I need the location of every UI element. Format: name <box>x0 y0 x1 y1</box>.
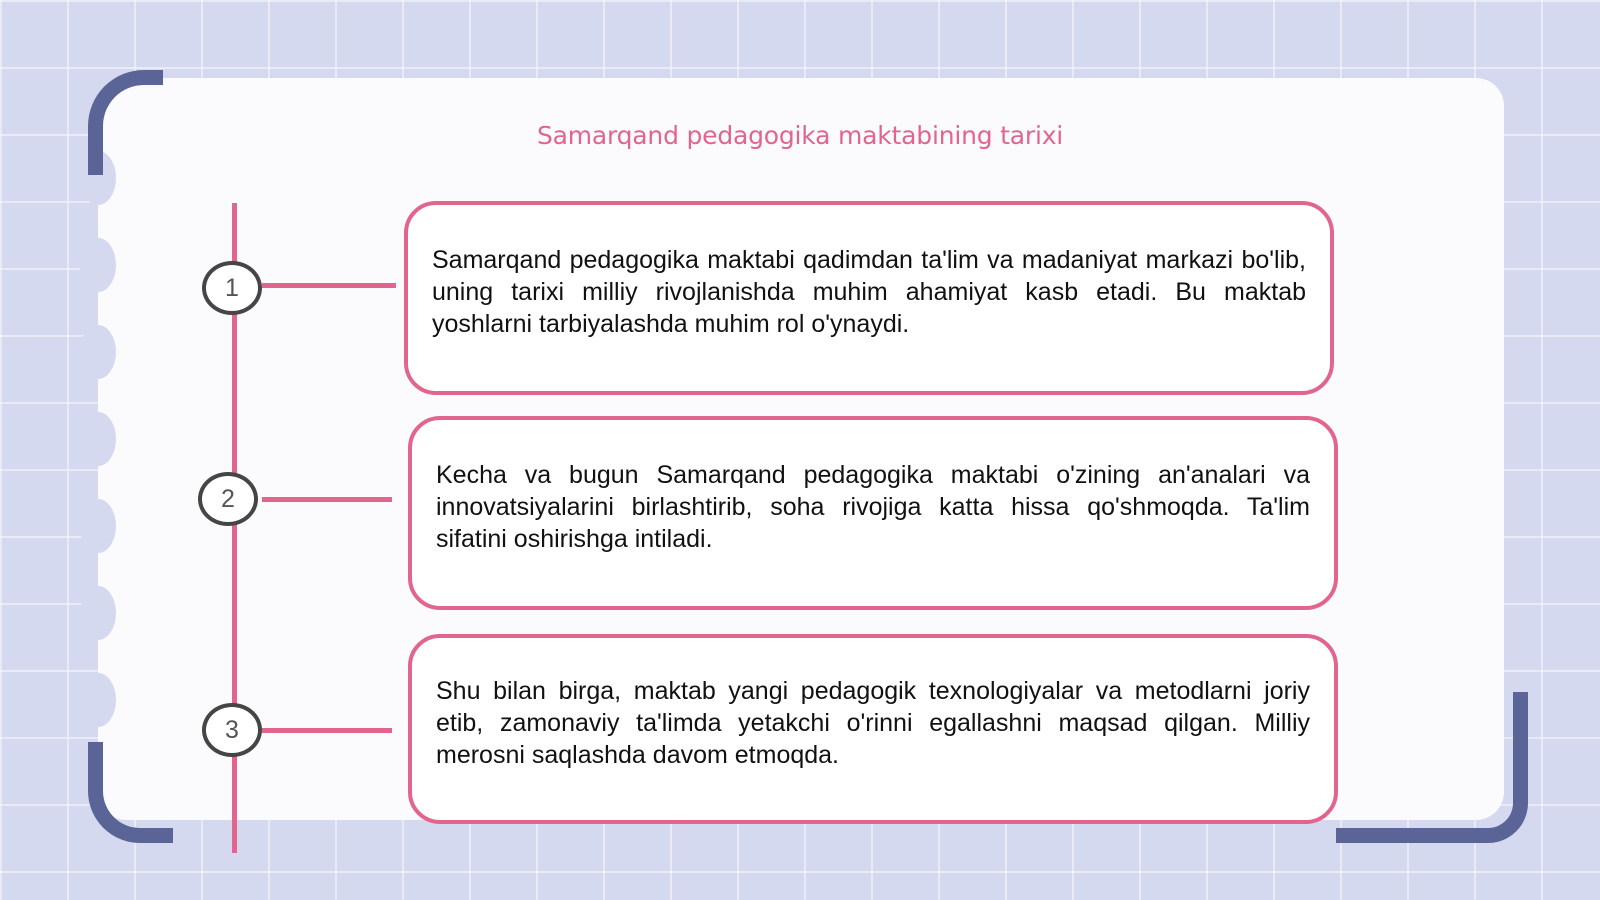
timeline-text: Shu bilan birga, maktab yangi pedagogik texnologiyalar va metodlarni joriy etib, zamonaviy ta'limda yetakchi o'rinni egallashni maqsad qilgan. Milliy merosni saqlashda davom etmoqda. <box>436 677 1310 769</box>
scallop-decoration <box>80 673 116 727</box>
scallop-decoration <box>80 325 116 379</box>
corner-bracket-bottom-left <box>88 742 173 843</box>
timeline-marker-3 <box>202 703 262 757</box>
timeline-text: Samarqand pedagogika maktabi qadimdan ta'lim va madaniyat markazi bo'lib, uning tarixi milliy rivojlanishda muhim ahamiyat kasb etadi. Bu maktab yoshlarni tarbiyalashda muhim rol o'ynaydi. <box>432 246 1306 338</box>
scallop-decoration <box>80 499 116 553</box>
scallop-decoration <box>80 238 116 292</box>
timeline-number: 1 <box>225 273 239 302</box>
slide-title: Samarqand pedagogika maktabining tarixi <box>536 121 1064 150</box>
timeline-marker-2 <box>198 472 258 526</box>
timeline-text-box-2 <box>408 416 1338 610</box>
timeline-text: Kecha va bugun Samarqand pedagogika maktabi o'zining an'analari va innovatsiyalarini birlashtirib, soha rivojiga katta hissa qo'shmoqda. Ta'lim sifatini oshirishga intiladi. <box>436 461 1310 553</box>
timeline-connector-2 <box>262 497 392 502</box>
timeline-text-box-1 <box>404 201 1334 395</box>
timeline-number: 2 <box>221 484 235 513</box>
corner-bracket-bottom-right <box>1336 692 1528 843</box>
scallop-decoration <box>80 586 116 640</box>
timeline-connector-1 <box>262 283 396 288</box>
timeline-marker-1 <box>202 261 262 315</box>
timeline-number: 3 <box>225 715 239 744</box>
scallop-decoration <box>80 412 116 466</box>
timeline-text-box-3 <box>408 634 1338 824</box>
timeline-connector-3 <box>262 728 392 733</box>
